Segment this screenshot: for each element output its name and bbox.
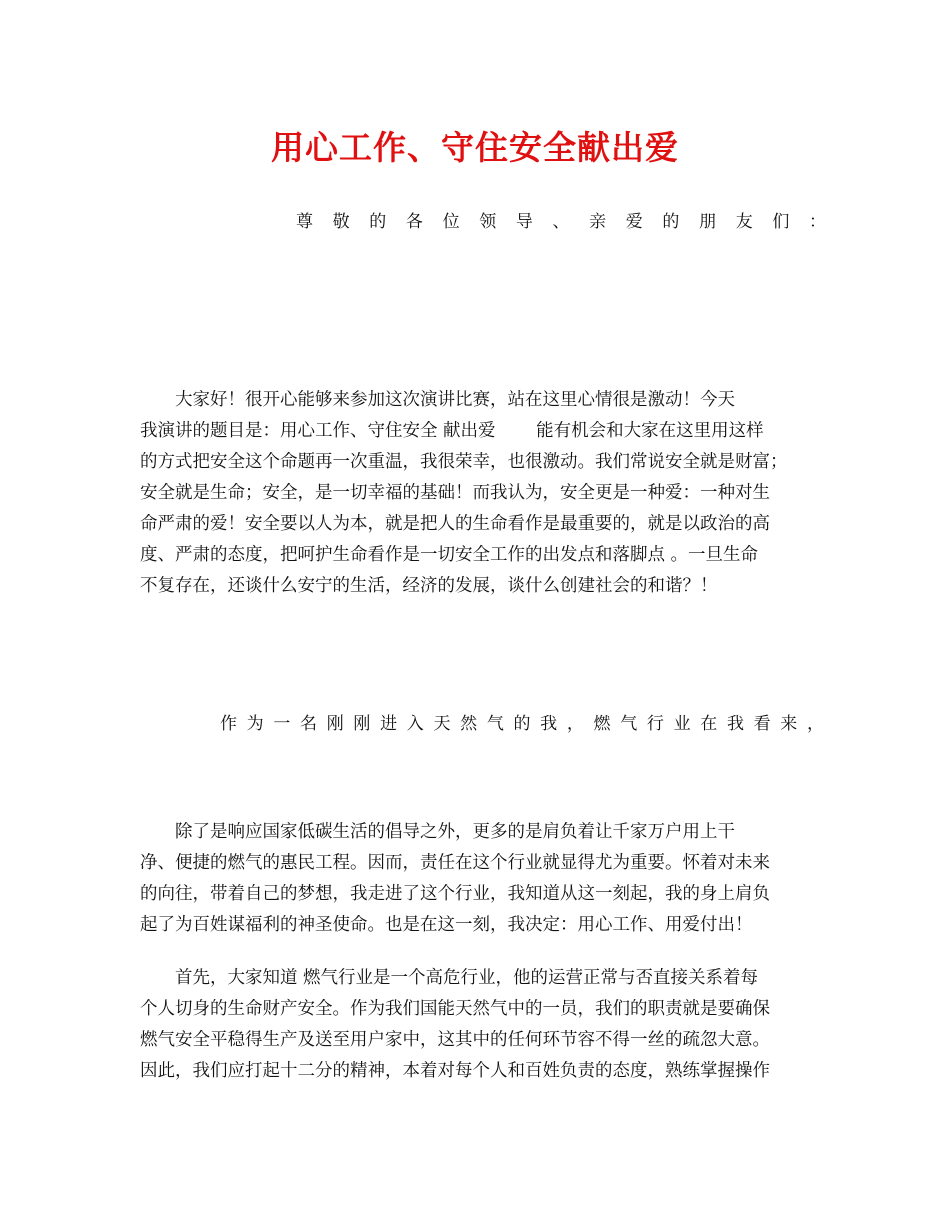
salutation: 尊 敬 的 各 位 领 导 、 亲 爱 的 朋 友 们 ：: [296, 212, 826, 232]
paragraph-line: 因此，我们应打起十二分的精神，本着对每个人和百姓负责的态度，熟练掌握操作: [140, 1061, 770, 1081]
paragraph-line: 命严肃的爱！安全要以人为本，就是把人的生命看作是最重要的，就是以政治的高: [140, 514, 770, 534]
paragraph-line: 除了是响应国家低碳生活的倡导之外，更多的是肩负着让千家万户用上干: [140, 822, 735, 842]
paragraph-line: 我演讲的题目是：用心工作、守住安全 献出爱 能有机会和大家在这里用这样: [140, 421, 764, 441]
paragraph-line: 不复存在，还谈什么安宁的生活，经济的发展，谈什么创建社会的和谐？！: [140, 576, 718, 596]
paragraph-3: [140, 963, 812, 1087]
paragraph-line: 大家好！很开心能够来参加这次演讲比赛，站在这里心情很是激动！今天: [140, 390, 735, 410]
paragraph-line: 的方式把安全这个命题再一次重温，我很荣幸，也很激动。我们常说安全就是财富；: [140, 452, 788, 472]
paragraph-line: 度、严肃的态度，把呵护生命看作是一切安全工作的出发点和落脚点 。一旦生命: [140, 545, 759, 565]
paragraph-line: 的向往，带着自己的梦想，我走进了这个行业，我知道从这一刻起，我的身上肩负: [140, 884, 770, 904]
paragraph-line: 起了为百姓谋福利的神圣使命。也是在这一刻，我决定：用心工作、用爱付出！: [140, 915, 753, 935]
paragraph-line: 燃气安全平稳得生产及送至用户家中，这其中的任何环节容不得一丝的疏忽大意。: [140, 1030, 770, 1050]
paragraph-1: [140, 385, 812, 602]
paragraph-line: 首先，大家知道 燃气行业是一个高危行业，他的运营正常与否直接关系着每: [140, 968, 759, 988]
spaced-sentence: 作 为 一 名 刚 刚 进 入 天 然 气 的 我 ， 燃 气 行 业 在 我 看 来 ，: [220, 714, 824, 734]
paragraph-2: [140, 817, 812, 941]
document-title: 用心工作、守住安全献出爱: [271, 128, 679, 167]
paragraph-line: 净、便捷的燃气的惠民工程。因而，责任在这个行业就显得尤为重要。怀着对未来: [140, 853, 770, 873]
paragraph-line: 个人切身的生命财产安全。作为我们国能天然气中的一员，我们的职责就是要确保: [140, 999, 770, 1019]
paragraph-line: 安全就是生命；安全，是一切幸福的基础！而我认为，安全更是一种爱：一种对生: [140, 483, 770, 503]
